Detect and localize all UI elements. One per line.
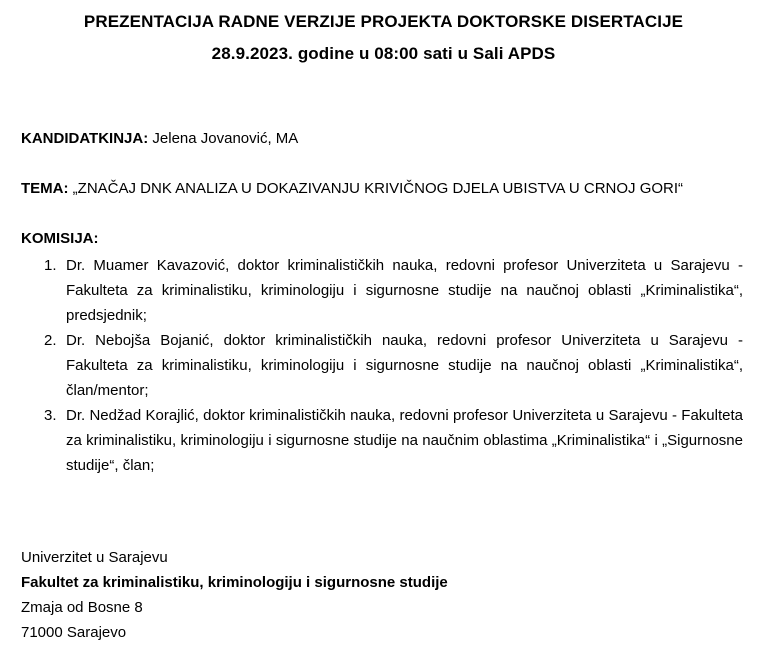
member-number: 1. [44,257,57,274]
member-text: Dr. Nebojša Bojanić, doktor kriminalističkih nauka, redovni profesor Univerziteta u Sarajevu - Fakulteta za kriminalistiku, kriminologiju i sigurnosne studije na naučnoj oblasti „Kriminalistika“, član/mentor; [66,332,743,399]
candidate-label: KANDIDATKINJA: [21,130,149,147]
address-block [21,545,448,645]
committee-member [0,328,767,403]
member-number: 3. [44,407,57,424]
member-number: 2. [44,332,57,349]
document-date-line: 28.9.2023. godine u 08:00 sati u Sali APDS [211,44,556,63]
committee-member [0,253,767,328]
city-address: 71000 Sarajevo [21,624,127,641]
committee-list [0,253,767,478]
university-name: Univerzitet u Sarajevu [21,549,168,566]
faculty-name: Fakultet za kriminalistiku, kriminologiju i sigurnosne studije [21,574,448,591]
member-text: Dr. Muamer Kavazović, doktor kriminalističkih nauka, redovni profesor Univerziteta u Sarajevu - Fakulteta za kriminalistiku, kriminologiju i sigurnosne studije na naučnoj oblasti „Kriminalistika“, predsjednik; [66,257,743,324]
candidate-line [21,130,298,147]
candidate-name: Jelena Jovanović, MA [152,130,299,147]
topic-label: TEMA: [21,180,69,197]
committee-member [0,403,767,478]
street-address: Zmaja od Bosne 8 [21,599,143,616]
document-title: PREZENTACIJA RADNE VERZIJE PROJEKTA DOKTORSKE DISERTACIJE [83,12,684,31]
member-text: Dr. Nedžad Korajlić, doktor kriminalističkih nauka, redovni profesor Univerziteta u Sarajevu - Fakulteta za kriminalistiku, kriminologiju i sigurnosne studije na naučnim oblastima „Kriminalistika“ i „Sigurnosne studije“, član; [66,407,743,474]
committee-label: KOMISIJA: [21,230,99,247]
topic-value: „ZNAČAJ DNK ANALIZA U DOKAZIVANJU KRIVIČNOG DJELA UBISTVA U CRNOJ GORI“ [72,180,684,197]
topic-line [21,180,683,197]
